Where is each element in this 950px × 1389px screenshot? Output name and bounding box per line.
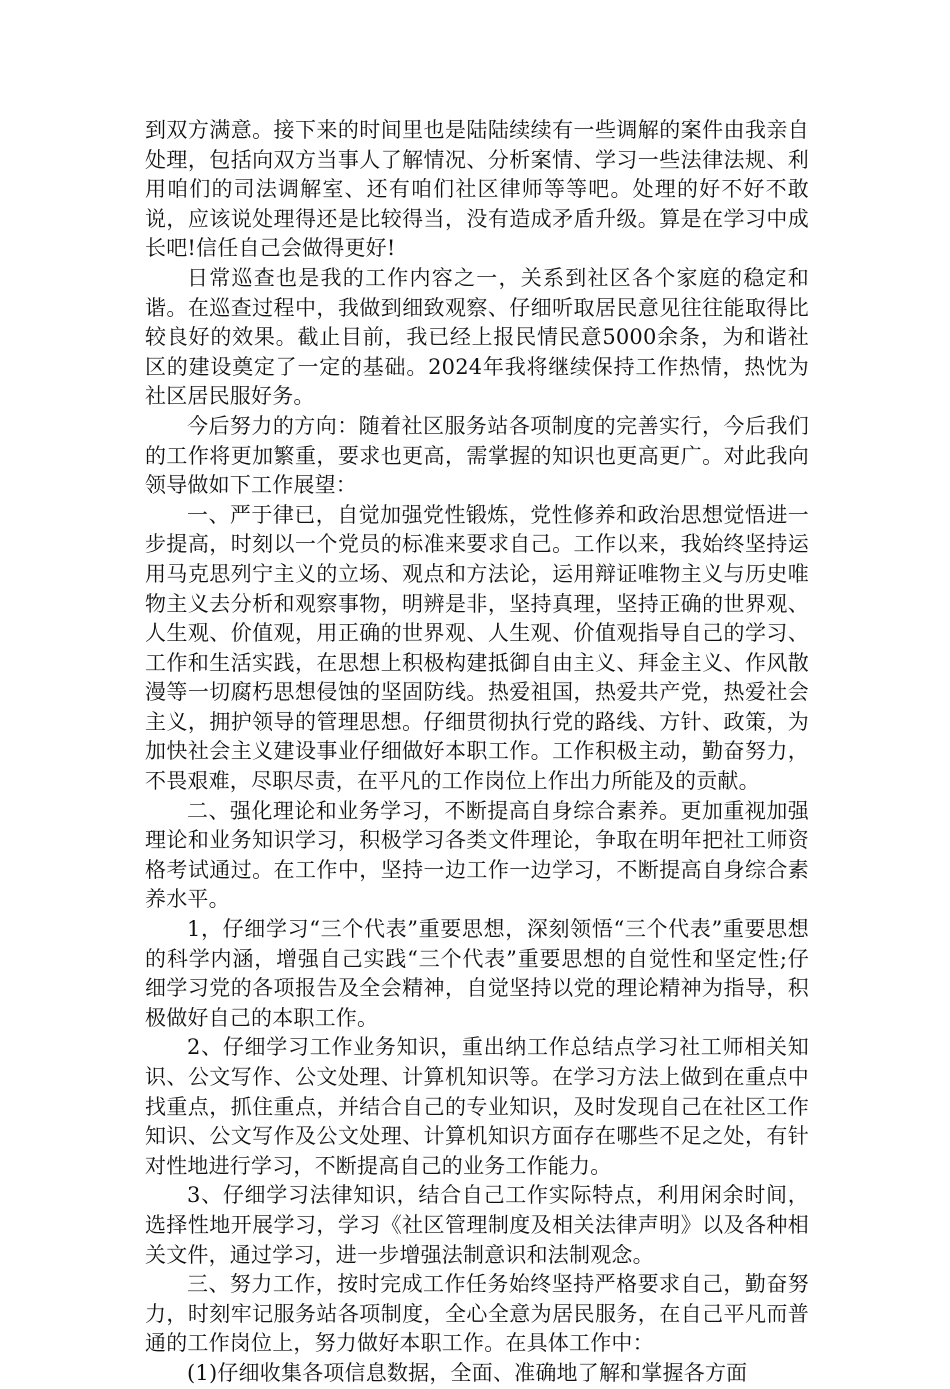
paragraph-5: 二、强化理论和业务学习，不断提高自身综合素养。更加重视加强理论和业务知识学习，积极学习各类文件理论，争取在明年把社工师资格考试通过。在工作中，坚持一边工作一边学习，不断提高自身综合素养水平。	[145, 798, 809, 912]
paragraph-8: 3、仔细学习法律知识，结合自己工作实际特点，利用闲余时间，选择性地开展学习，学习《社区管理制度及相关法律声明》以及各种相关文件，通过学习，进一步增强法制意识和法制观念。	[145, 1183, 809, 1267]
paragraph-9: 三、努力工作，按时完成工作任务始终坚持严格要求自己，勤奋努力，时刻牢记服务站各项制度，全心全意为居民服务，在自己平凡而普通的工作岗位上，努力做好本职工作。在具体工作中：	[145, 1272, 809, 1356]
paragraph-2: 日常巡查也是我的工作内容之一，关系到社区各个家庭的稳定和谐。在巡查过程中，我做到细致观察、仔细听取居民意见往往能取得比较良好的效果。截止目前，我已经上报民情民意5000余条，为和谐社区的建设奠定了一定的基础。2024年我将继续保持工作热情，热忱为社区居民服好务。	[145, 265, 809, 409]
paragraph-4: 一、严于律已，自觉加强党性锻炼，党性修养和政治思想觉悟进一步提高，时刻以一个党员的标准来要求自己。工作以来，我始终坚持运用马克思列宁主义的立场、观点和方法论，运用辩证唯物主义与历史唯物主义去分析和观察事物，明辨是非，坚持真理，坚持正确的世界观、人生观、价值观，用正确的世界观、人生观、价值观指导自己的学习、工作和生活实践，在思想上积极构建抵御自由主义、拜金主义、作风散漫等一切腐朽思想侵蚀的坚固防线。热爱祖国，热爱共产党，热爱社会主义，拥护领导的管理思想。仔细贯彻执行党的路线、方针、政策，为加快社会主义建设事业仔细做好本职工作。工作积极主动，勤奋努力，不畏艰难，尽职尽责，在平凡的工作岗位上作出力所能及的贡献。	[145, 502, 809, 794]
paragraph-10: (1)仔细收集各项信息数据，全面、准确地了解和掌握各方面	[187, 1360, 748, 1385]
document-body	[145, 116, 809, 1389]
paragraph-1: 到双方满意。接下来的时间里也是陆陆续续有一些调解的案件由我亲自处理，包括向双方当事人了解情况、分析案情、学习一些法律法规、利用咱们的司法调解室、还有咱们社区律师等等吧。处理的好不好不敢说，应该说处理得还是比较得当，没有造成矛盾升级。算是在学习中成长吧!信任自己会做得更好!	[145, 118, 809, 261]
paragraph-6: 1，仔细学习“三个代表”重要思想，深刻领悟“三个代表”重要思想的科学内涵，增强自己实践“三个代表”重要思想的自觉性和坚定性;仔细学习党的各项报告及全会精神，自觉坚持以党的理论精神为指导，积极做好自己的本职工作。	[145, 917, 809, 1030]
paragraph-7: 2、仔细学习工作业务知识，重出纳工作总结点学习社工师相关知识、公文写作、公文处理、计算机知识等。在学习方法上做到在重点中找重点，抓住重点，并结合自己的专业知识，及时发现自己在社区工作知识、公文写作及公文处理、计算机知识方面存在哪些不足之处，有针对性地进行学习，不断提高自己的业务工作能力。	[145, 1035, 809, 1178]
paragraph-3: 今后努力的方向：随着社区服务站各项制度的完善实行，今后我们的工作将更加繁重，要求也更高，需掌握的知识也更高更广。对此我向领导做如下工作展望：	[145, 413, 809, 498]
